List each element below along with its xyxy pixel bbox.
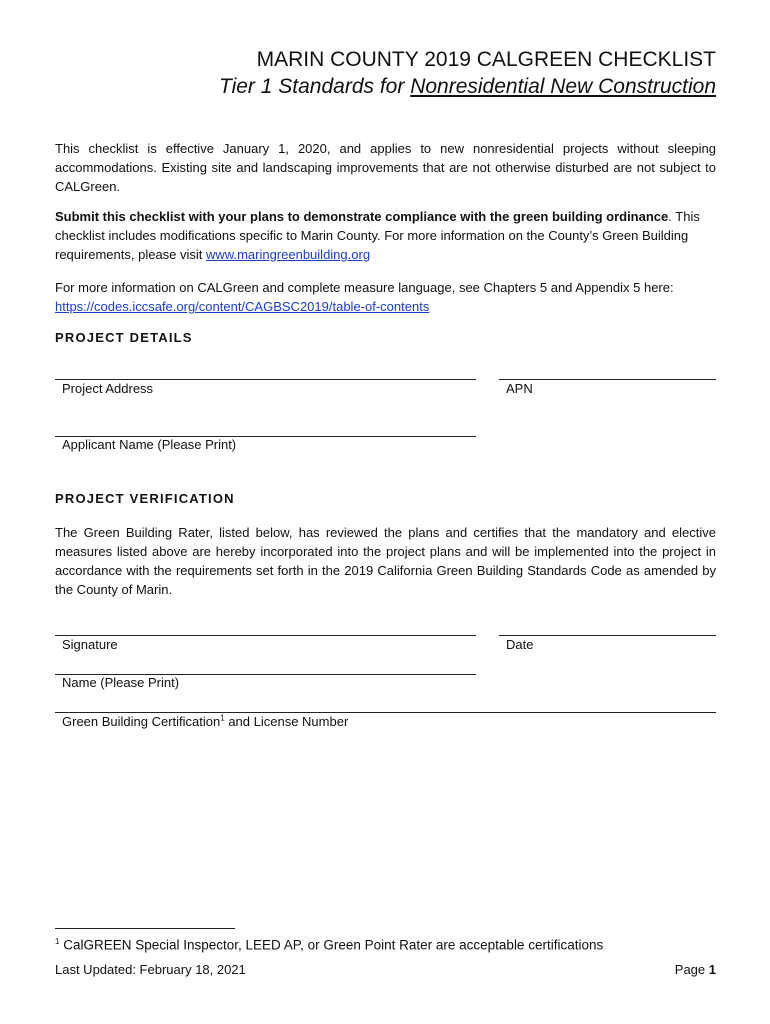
submit-paragraph [55,207,716,264]
title-line-2-prefix: Tier 1 Standards for [218,75,411,98]
page-number [675,962,716,977]
applicant-name-label: Applicant Name (Please Print) [62,437,237,452]
project-address-label: Project Address [62,381,154,396]
name-label: Name (Please Print) [62,675,180,690]
document-title [219,46,716,100]
project-verification-heading: PROJECT VERIFICATION [55,491,235,506]
page-number-value: 1 [708,962,716,977]
intro-paragraph: This checklist is effective January 1, 2020, and applies to new nonresidential projects without sleeping accommodations. Existing site and landscaping improvements that are not otherwise disturbed are not subject to CALGreen. [55,141,716,194]
more-info-paragraph [55,278,716,316]
certification-label-suffix: and License Number [224,714,349,729]
verification-paragraph: The Green Building Rater, listed below, has reviewed the plans and certifies that the mandatory and elective measures listed above are hereby incorporated into the project plans and will be implemented into the project in accordance with the requirements set forth in the 2019 California Green Building Standards Code as amended by the County of Marin. [55,525,716,597]
signature-label: Signature [62,637,118,652]
title-line-1: MARIN COUNTY 2019 CALGREEN CHECKLIST [256,48,716,71]
footnote-marker: 1 [55,937,60,946]
signature-field[interactable] [55,635,476,636]
submit-text: This checklist includes modifications specific to Marin County. For more information on the County’s Green Building requirements, please visit [55,209,700,262]
footnote [55,937,603,953]
title-line-2-underlined: Nonresidential New Construction [410,75,716,98]
apn-field[interactable] [499,379,716,380]
certification-field[interactable] [55,712,716,713]
calgreen-codes-link[interactable]: https://codes.iccsafe.org/content/CAGBSC2019/table-of-contents [55,299,430,314]
last-updated: Last Updated: February 18, 2021 [55,962,246,977]
submit-bold-period: . [668,209,672,224]
submit-bold-text: Submit this checklist with your plans to demonstrate compliance with the green building ordinance [55,209,669,224]
certification-footnote-ref: 1 [220,713,225,723]
title-line-2 [219,73,716,100]
project-address-field[interactable] [55,379,476,380]
project-details-heading: PROJECT DETAILS [55,330,193,345]
maringreenbuilding-link[interactable]: www.maringreenbuilding.org [206,247,371,262]
page-prefix: Page [674,962,709,977]
date-field[interactable] [499,635,716,636]
footnote-divider [55,928,235,929]
more-info-text: For more information on CALGreen and complete measure language, see Chapters 5 and Appendix 5 here: [55,280,674,295]
certification-label-text: Green Building Certification [62,714,221,729]
apn-label: APN [506,381,533,396]
date-label: Date [506,637,534,652]
certification-label [62,714,348,730]
footnote-text: CalGREEN Special Inspector, LEED AP, or Green Point Rater are acceptable certifications [59,937,604,953]
